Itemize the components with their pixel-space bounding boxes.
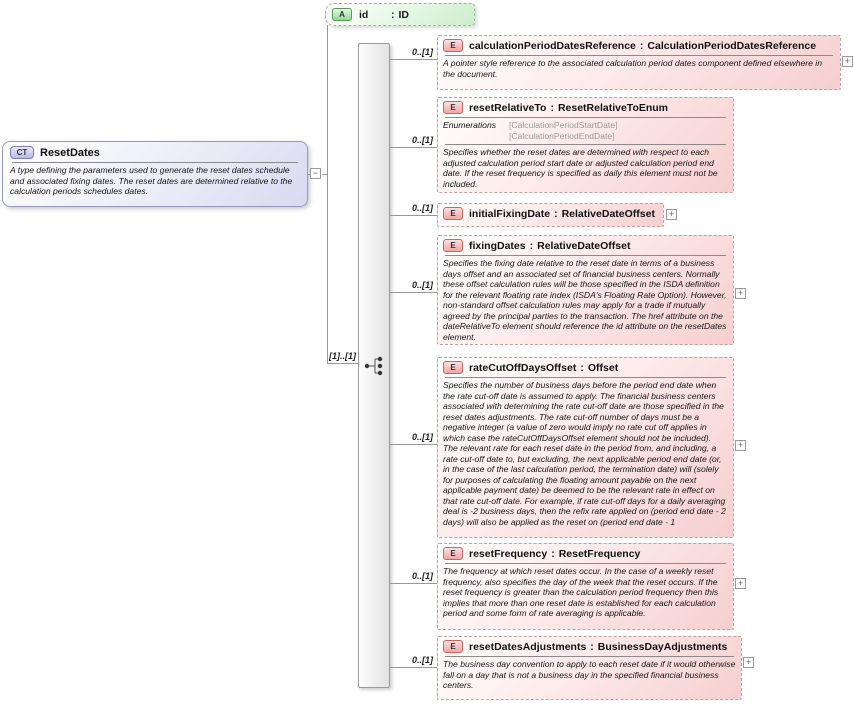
element-name: resetFrequency	[469, 547, 548, 560]
attribute-name: id	[359, 8, 369, 21]
element-type: BusinessDayAdjustments	[597, 640, 728, 653]
connector-line	[390, 292, 437, 293]
type-separator: :	[551, 547, 555, 560]
element-box-resetDatesAdjustments[interactable]	[437, 636, 742, 700]
element-box-fixingDates[interactable]	[437, 235, 734, 345]
type-separator: :	[529, 239, 534, 252]
sequence-icon	[363, 355, 387, 377]
element-name: resetRelativeTo	[469, 101, 547, 114]
expand-button[interactable]: +	[743, 657, 754, 668]
divider	[445, 377, 726, 378]
divider	[445, 563, 726, 564]
divider	[445, 656, 734, 657]
expand-button[interactable]: +	[666, 209, 677, 220]
element-badge: E	[443, 361, 463, 374]
expand-button[interactable]: +	[842, 56, 853, 67]
element-name: rateCutOffDaysOffset	[469, 361, 577, 374]
element-badge: E	[443, 547, 463, 560]
element-badge: E	[443, 207, 463, 220]
expand-button[interactable]: +	[735, 578, 746, 589]
type-separator: :	[391, 8, 395, 21]
type-separator: :	[554, 207, 558, 220]
enumeration-value: [CalculationPeriodEndDate]	[509, 130, 615, 141]
divider	[445, 255, 726, 256]
complex-type-badge: CT	[10, 146, 34, 159]
expand-button[interactable]: +	[735, 288, 746, 299]
connector-trunk	[327, 25, 328, 363]
attribute-type: ID	[398, 8, 409, 21]
element-name: resetDatesAdjustments	[469, 640, 587, 653]
expand-button[interactable]: +	[735, 440, 746, 451]
element-type: RelativeDateOffset	[537, 239, 631, 252]
cardinality-label: 0..[1]	[411, 280, 433, 290]
connector-line	[390, 444, 437, 445]
cardinality-label: 0..[1]	[411, 655, 433, 665]
complex-type-name: ResetDates	[40, 146, 100, 159]
element-type: RelativeDateOffset	[561, 207, 655, 220]
element-box-rateCutOffDaysOffset[interactable]	[437, 357, 734, 538]
connector-line	[390, 215, 437, 216]
element-type: Offset	[587, 361, 619, 374]
element-name: initialFixingDate	[469, 207, 551, 220]
connector-line	[390, 147, 437, 148]
connector-line	[390, 583, 437, 584]
enumeration-value: [CalculationPeriodStartDate]	[509, 120, 618, 130]
element-description: Specifies whether the reset dates are determined with respect to each adjusted calculation period start date or adjusted calculation period end date. If the reset frequency is specified as daily this element must not be included.	[443, 147, 718, 189]
element-badge: E	[443, 39, 463, 52]
cardinality-label: 0..[1]	[411, 432, 433, 442]
type-separator: :	[639, 39, 644, 52]
element-type: ResetFrequency	[558, 547, 641, 560]
element-type: ResetRelativeToEnum	[557, 101, 669, 114]
element-box-resetRelativeTo[interactable]	[437, 97, 734, 193]
connector-line	[390, 59, 437, 60]
element-badge: E	[443, 239, 463, 252]
element-box-initialFixingDate[interactable]	[437, 203, 664, 227]
enumerations-label: Enumerations	[443, 120, 497, 130]
type-separator: :	[580, 361, 584, 374]
attribute-box-id[interactable]	[325, 3, 475, 26]
type-separator: :	[550, 101, 554, 114]
element-box-resetFrequency[interactable]	[437, 543, 734, 630]
element-type: CalculationPeriodDatesReference	[647, 39, 817, 52]
cardinality-label: 0..[1]	[411, 47, 433, 57]
divider	[12, 162, 298, 163]
element-box-calculationPeriodDatesReference[interactable]	[437, 35, 841, 90]
cardinality-label: [1]..[1]	[329, 351, 356, 361]
element-name: calculationPeriodDatesReference	[469, 39, 636, 52]
complex-type-box[interactable]	[2, 141, 308, 207]
element-description: The frequency at which reset dates occur. In the case of a weekly reset frequency, also specifies the day of the week that the reset occurs. If the reset frequency is greater than the calculation period frequency then this implies that more than one reset date is established for each calculation period and some form of rate averaging is applicable.	[443, 566, 719, 618]
element-description: A pointer style reference to the associated calculation period dates component defined elsewhere in the document.	[443, 58, 822, 79]
element-badge: E	[443, 640, 463, 653]
element-badge: E	[443, 101, 463, 114]
cardinality-label: 0..[1]	[411, 571, 433, 581]
divider	[445, 55, 833, 56]
complex-type-description: A type defining the parameters used to generate the reset dates schedule and associated fixing dates. The reset dates are determined relative to the calculation periods schedules dates.	[10, 165, 293, 196]
cardinality-label: 0..[1]	[411, 203, 433, 213]
type-separator: :	[590, 640, 594, 653]
element-description: The business day convention to apply to each reset date if it would otherwise fall on a day that is not a business day in the specified financial business centers.	[443, 659, 736, 690]
divider	[445, 144, 726, 145]
sequence-compositor[interactable]	[358, 43, 390, 688]
cardinality-label: 0..[1]	[411, 135, 433, 145]
connector-line	[390, 667, 437, 668]
element-description: Specifies the number of business days before the period end date when the rate cut-off date is assumed to apply. The financial business centers associated with determining the rate cut-off date are those specified in the reset dates adjustments. The rate cut-off number of days must be a negative integer (a value of zero would imply no rate cut off applies in which case the rateCutOffDaysOffset element should not be included). The relevant rate for each reset date in the period from, and including, a rate cut-off date to, but excluding, the next applicable period end date (or, in the case of the last calculation period, the termination date) will (solely for purposes of calculating the floating amount payable on the next applicable payment date) be deemed to be the relevant rate in effect on that rate cut-off date. For example, if rate cut-off days for a daily averaging deal is -2 business days, then the refix rate applied on (period end date - 2 days) will also be applied as the reset on (period end date - 1	[443, 380, 726, 527]
attribute-badge: A	[332, 8, 352, 21]
collapse-button[interactable]: −	[310, 168, 321, 179]
connector-line	[327, 363, 359, 364]
element-description: Specifies the fixing date relative to the reset date in terms of a business days offset and an associated set of financial business centers. Normally these offset calculation rules will be those specified in the ISDA definition for the relevant floating rate index (ISDA's Floating Rate Option). However, non-standard offset calculation rules may apply for a trade if mutually agreed by the principal parties to the transaction. The href attribute on the dateRelativeTo element should reference the id attribute on the resetDates element.	[443, 258, 727, 342]
element-name: fixingDates	[469, 239, 526, 252]
divider	[445, 117, 726, 118]
